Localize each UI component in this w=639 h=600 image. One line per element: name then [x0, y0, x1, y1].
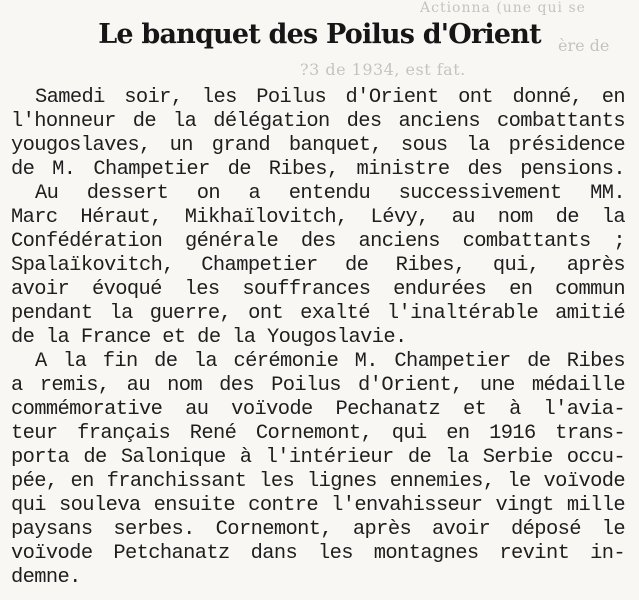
- bleed-through-text-right: ère de: [558, 36, 610, 55]
- article-line: l'honneur de la délégation des anciens combattants: [11, 110, 625, 133]
- article-line: paysans serbes. Cornemont, après avoir déposé le: [11, 518, 625, 541]
- article-line: A la fin de la cérémonie M. Champetier de Ribes: [35, 350, 625, 373]
- article-line: de M. Champetier de Ribes, ministre des pensions.: [11, 158, 625, 181]
- paragraph-2: [11, 182, 625, 350]
- article-line: pée, en franchissant les lignes ennemies, le voïvode: [11, 470, 625, 493]
- bleed-through-text-top: Actionna (une qui se: [420, 0, 586, 16]
- article-line: avoir évoqué les souffrances endurées en commun: [11, 278, 625, 301]
- article-line: Au dessert on a entendu successivement MM.: [35, 182, 625, 205]
- paragraph-3: [11, 350, 625, 590]
- article-line: teur français René Cornemont, qui en 1916 trans-: [11, 422, 625, 445]
- article-line: a remis, au nom des Poilus d'Orient, une médaille: [11, 374, 625, 397]
- article-line: voïvode Petchanatz dans les montagnes revint in-: [11, 542, 625, 565]
- article-line: yougoslaves, un grand banquet, sous la présidence: [11, 134, 625, 157]
- article-line: qui souleva ensuite contre l'envahisseur vingt mille: [11, 494, 625, 517]
- article-headline: Le banquet des Poilus d'Orient: [98, 19, 541, 50]
- article-line: Confédération générale des anciens combattants ;: [11, 230, 625, 253]
- article-line: demne.: [11, 566, 81, 589]
- paragraph-1: [11, 86, 625, 182]
- article-line: Samedi soir, les Poilus d'Orient ont donné, en: [35, 86, 625, 109]
- bleed-through-text-mid: ?3 de 1934, est fat.: [300, 60, 466, 79]
- article-line: Marc Héraut, Mikhaïlovitch, Lévy, au nom de la: [11, 206, 625, 229]
- article-line: porta de Salonique à l'intérieur de la Serbie occu-: [11, 446, 625, 469]
- article-line: commémorative au voïvode Pechanatz et à l'avia-: [11, 398, 625, 421]
- article-body: [11, 86, 625, 590]
- article-line: de la France et de la Yougoslavie.: [11, 326, 407, 349]
- article-line: Spalaïkovitch, Champetier de Ribes, qui, après: [11, 254, 625, 277]
- article-line: pendant la guerre, ont exalté l'inaltérable amitié: [11, 302, 625, 325]
